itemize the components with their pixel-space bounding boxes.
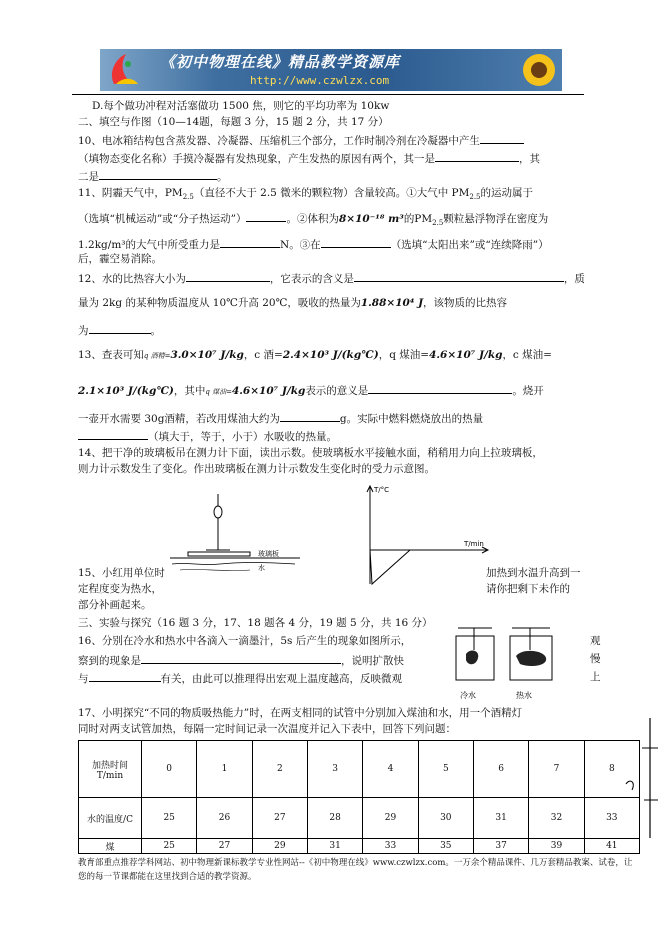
banner-title: 《初中物理在线》精品教学资源库 [160, 53, 401, 71]
q12-line3: 为 。 [78, 322, 161, 338]
q15-line2b: 请你把剩下未作的 [486, 583, 570, 595]
glass-plate-figure [160, 490, 310, 580]
q17-line1: 17、小明探究“不同的物质吸热能力”时，在两支相同的试管中分别加入煤油和水，用一个酒精灯 [78, 707, 523, 719]
section-two-heading: 二、填空与作图（10—14题，每题 3 分，15 题 2 分，共 17 分） [78, 116, 389, 128]
kerosene-temp-cell: 41 [584, 839, 639, 854]
q16-line2: 察到的现象是 ，说明扩散快 [78, 652, 404, 668]
water-temp-cell: 29 [363, 798, 418, 839]
q10-line2: （填物态变化名称）手摸冷凝器有发热现象，产生发热的原因有两个，其一是 ，其 [78, 150, 540, 166]
q14-line2: 则力计示数发生了变化。作出玻璃板在测力计示数发生变化时的受力示意图。 [78, 463, 435, 475]
table-header-water: 水的温度/C [79, 798, 142, 839]
kerosene-temp-cell: 39 [529, 839, 584, 854]
graph-y-label: T/°C [374, 486, 390, 494]
water-temp-cell: 27 [252, 798, 307, 839]
kerosene-temp-cell: 25 [142, 839, 197, 854]
option-d: D.每个做功冲程对活塞做功 1500 焦，则它的平均功率为 10kw [92, 100, 390, 112]
table-row-water [79, 798, 640, 839]
q15-line2: 定程度变为热水， [78, 583, 162, 595]
q11-line1: 11、阴霾天气中，$PM_{2.5}$（直径不大于 2.5 微米的颗粒物）含量较高。①大气中 $PM_{2.5}$的运动属于 [78, 187, 533, 202]
water-label: 水 [258, 564, 265, 572]
table-header-kerosene: 煤 [79, 839, 142, 854]
q13-line2: 2.1×10³ J/(kg℃)，其中q 煤油=4.6×10⁷ J/kg表示的意义是 。烧开 [78, 382, 544, 399]
q13-line4: （填大于，等于，小于）水吸收的热量。 [78, 428, 337, 444]
time-cell: 7 [529, 741, 584, 798]
graph-x-label: T/min [464, 540, 484, 548]
water-temp-cell: 28 [307, 798, 362, 839]
water-temp-cell: 31 [473, 798, 528, 839]
kerosene-temp-cell: 33 [363, 839, 418, 854]
footer-text: 教育部重点推荐学科网站、初中物理新课标教学专业性网站--《初中物理在线》www.czwlzx.com。一万余个精品课件、几万套精品教案、试卷，让您的每一节课都能在这里找到合适的教学资源。 [78, 858, 633, 882]
time-cell: 2 [252, 741, 307, 798]
time-cell: 4 [363, 741, 418, 798]
data-table [78, 740, 640, 854]
time-cell: 0 [142, 741, 197, 798]
logo-icon [106, 52, 140, 88]
q12-line1: 12、水的比热容大小为 ，它表示的含义是 ，质 [78, 270, 585, 286]
q16-line1b: 观 [590, 635, 601, 647]
q17-line2: 同时对两支试管加热，每隔一定时间记录一次温度并记入下表中，回答下列问题： [78, 723, 456, 735]
time-cell: 5 [418, 741, 473, 798]
kerosene-temp-cell: 27 [197, 839, 252, 854]
q16-line2b: 慢 [590, 653, 601, 665]
banner-url[interactable]: http://www.czwlzx.com [250, 74, 390, 87]
q15-line1b: 加热到水温升高到一 [486, 567, 581, 579]
margin-sketch [622, 708, 661, 848]
water-temp-cell: 25 [142, 798, 197, 839]
section-three-heading: 三、实验与探究（16 题 3 分，17、18 题各 4 分，19 题 5 分，共 16 分） [78, 617, 433, 629]
q14-line1: 14、把干净的玻璃板吊在测力计下面，读出示数。使玻璃板水平接触水面，稍稍用力向上拉玻璃板， [78, 447, 543, 459]
q10-line1: 10、电冰箱结构包含蒸发器、冷凝器、压缩机三个部分，工作时制冷剂在冷凝器中产生 [78, 132, 524, 148]
hot-water-label: 热水 [516, 691, 532, 700]
time-cell: 8 [584, 741, 639, 798]
q15-line3: 部分补画起来。 [78, 599, 152, 611]
q16-line1: 16、分别在冷水和热水中各滴入一滴墨汁，5s 后产生的现象如图所示， [78, 635, 412, 647]
q11-line4: 后，霾空易消除。 [78, 253, 162, 265]
temperature-graph [360, 480, 500, 590]
q16-line3: 与 有关，由此可以推理得出宏观上温度越高，反映微观 [78, 670, 402, 686]
q15-line1: 15、小红用单位时 [78, 567, 165, 579]
time-cell: 6 [473, 741, 528, 798]
time-cell: 1 [197, 741, 252, 798]
glass-label: 玻璃板 [258, 550, 279, 558]
q10-line3: 二是 。 [78, 168, 228, 184]
header-rule [72, 94, 584, 95]
q12-line2: 量为 2kg 的某种物质温度从 10℃升高 20℃，吸收的热量为1.88×10⁴ J，该物质的比热容 [78, 297, 508, 309]
table-header-time: 加热时间T/min [79, 741, 142, 798]
kerosene-temp-cell: 35 [418, 839, 473, 854]
q13-line1: 13、查表可知q 酒精=3.0×10⁷ J/kg，c 酒=2.4×10³ J/(kg℃)，q 煤油=4.6×10⁷ J/kg，c 煤油= [78, 349, 552, 361]
q11-line3: 1.2kg/m³的大气中所受重力是 N。③在 （选填“太阳出来”或“连续降雨”） [78, 236, 549, 252]
table-row-kerosene [79, 839, 640, 854]
header-banner [100, 49, 562, 91]
sunflower-icon [518, 50, 560, 90]
kerosene-temp-cell: 31 [307, 839, 362, 854]
water-temp-cell: 32 [529, 798, 584, 839]
kerosene-temp-cell: 29 [252, 839, 307, 854]
q16-line3b: 上 [590, 671, 601, 683]
cold-water-label: 冷水 [460, 691, 476, 700]
water-temp-cell: 30 [418, 798, 473, 839]
q11-line2: （选填“机械运动”或“分子热运动”） 。②体积为8×10⁻¹⁸ m³的$PM_{2.5}$颗粒悬浮物浮在密度为 [78, 210, 548, 230]
time-cell: 3 [307, 741, 362, 798]
table-row-time [79, 741, 640, 798]
q13-line3: 一壶开水需要 30g酒精，若改用煤油大约为 g。实际中燃料燃烧放出的热量 [78, 410, 483, 426]
beakers-figure [450, 626, 580, 706]
water-temp-cell: 26 [197, 798, 252, 839]
kerosene-temp-cell: 37 [473, 839, 528, 854]
water-temp-cell: 33 [584, 798, 639, 839]
